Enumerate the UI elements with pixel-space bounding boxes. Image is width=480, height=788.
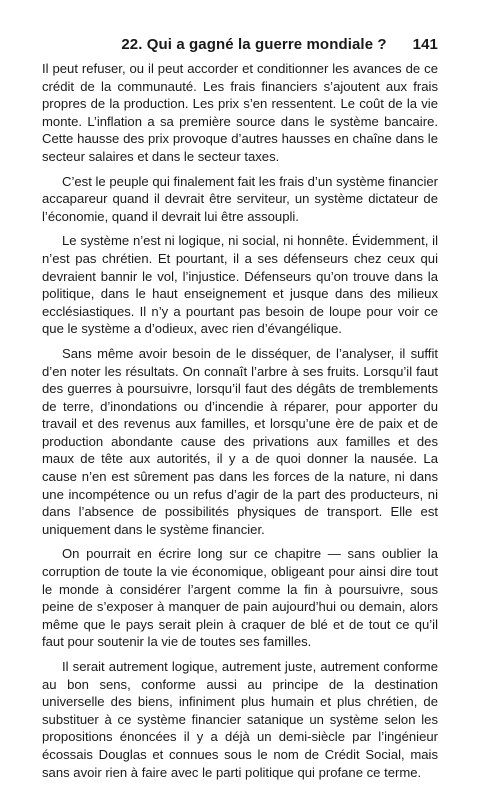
running-header (42, 36, 438, 54)
chapter-title: 22. Qui a gagné la guerre mondiale ? (121, 36, 387, 53)
paragraph-6: Il serait autrement logique, autrement juste, autrement conforme au bon sens, conforme aussi au principe de la destination universelle des biens, infiniment plus humain et plus chrétien, de substituer à ce système financier satanique un système selon les propositions énoncées il y a déjà un demi-siècle par l’ingénieur écossais Douglas et connues sous le nom de Crédit Social, mais sans avoir rien à faire avec le parti politique qui profane ce terme. (42, 659, 438, 780)
paragraph-5: On pourrait en écrire long sur ce chapitre — sans oublier la corruption de toute la vie économique, obligeant pour ainsi dire tout le monde à considérer l’argent comme la fin à poursuivre, sous peine de s’exposer à manquer de pain aujourd’hui ou demain, alors même que le pays serait plein à craquer de blé et de tout ce qu’il faut pour soutenir la vie de toutes ses familles. (42, 546, 438, 650)
paragraph-3: Le système n’est ni logique, ni social, ni honnête. Évidemment, il n’est pas chrétien. Et pourtant, il a ses défenseurs chez ceux qui devraient bannir le vol, l’injustice. Défenseurs qu’on trouve dans la politique, dans le haut enseignement et jusque dans des milieux ecclésiastiques. Il n’y a pourtant pas besoin de loupe pour voir ce que le système a d’odieux, avec rien d’évangélique. (42, 233, 438, 337)
page-number: 141 (412, 36, 438, 53)
paragraph-4: Sans même avoir besoin de le disséquer, de l’analyser, il suffit d’en noter les résultats. On connaît l’arbre à ses fruits. Lorsqu’il faut des guerres à poursuivre, lorsqu’il faut des dégâts de tremblements de terre, d’inondations ou d’incendie à réparer, pour apporter du travail et des revenus aux familles, et lorsqu’une ère de paix et de production abondante cause des privations aux familles et des maux de tête aux autorités, il y a de quoi donner la nausée. La cause n’en est sûrement pas dans les forces de la nature, ni dans une incompétence ou un refus d’agir de la part des producteurs, ni dans l’absence de possibilités physiques de transport. Elle est uniquement dans le système financier. (42, 345, 438, 537)
book-page (42, 36, 438, 788)
paragraph-1: Il peut refuser, ou il peut accorder et conditionner les avances de ce crédit de la communauté. Les frais financiers s’ajoutent aux frais propres de la production. Les prix s’en ressentent. Le coût de la vie monte. L’inflation a sa première source dans le système bancaire. Cette hausse des prix provoque d’autres hausses en chaîne dans le secteur salaires et dans le secteur taxes. (42, 61, 438, 164)
paragraph-2: C’est le peuple qui finalement fait les frais d’un système financier accapareur quand il devrait être serviteur, un système dictateur de l’économie, quand il devrait lui être assoupli. (42, 173, 438, 224)
